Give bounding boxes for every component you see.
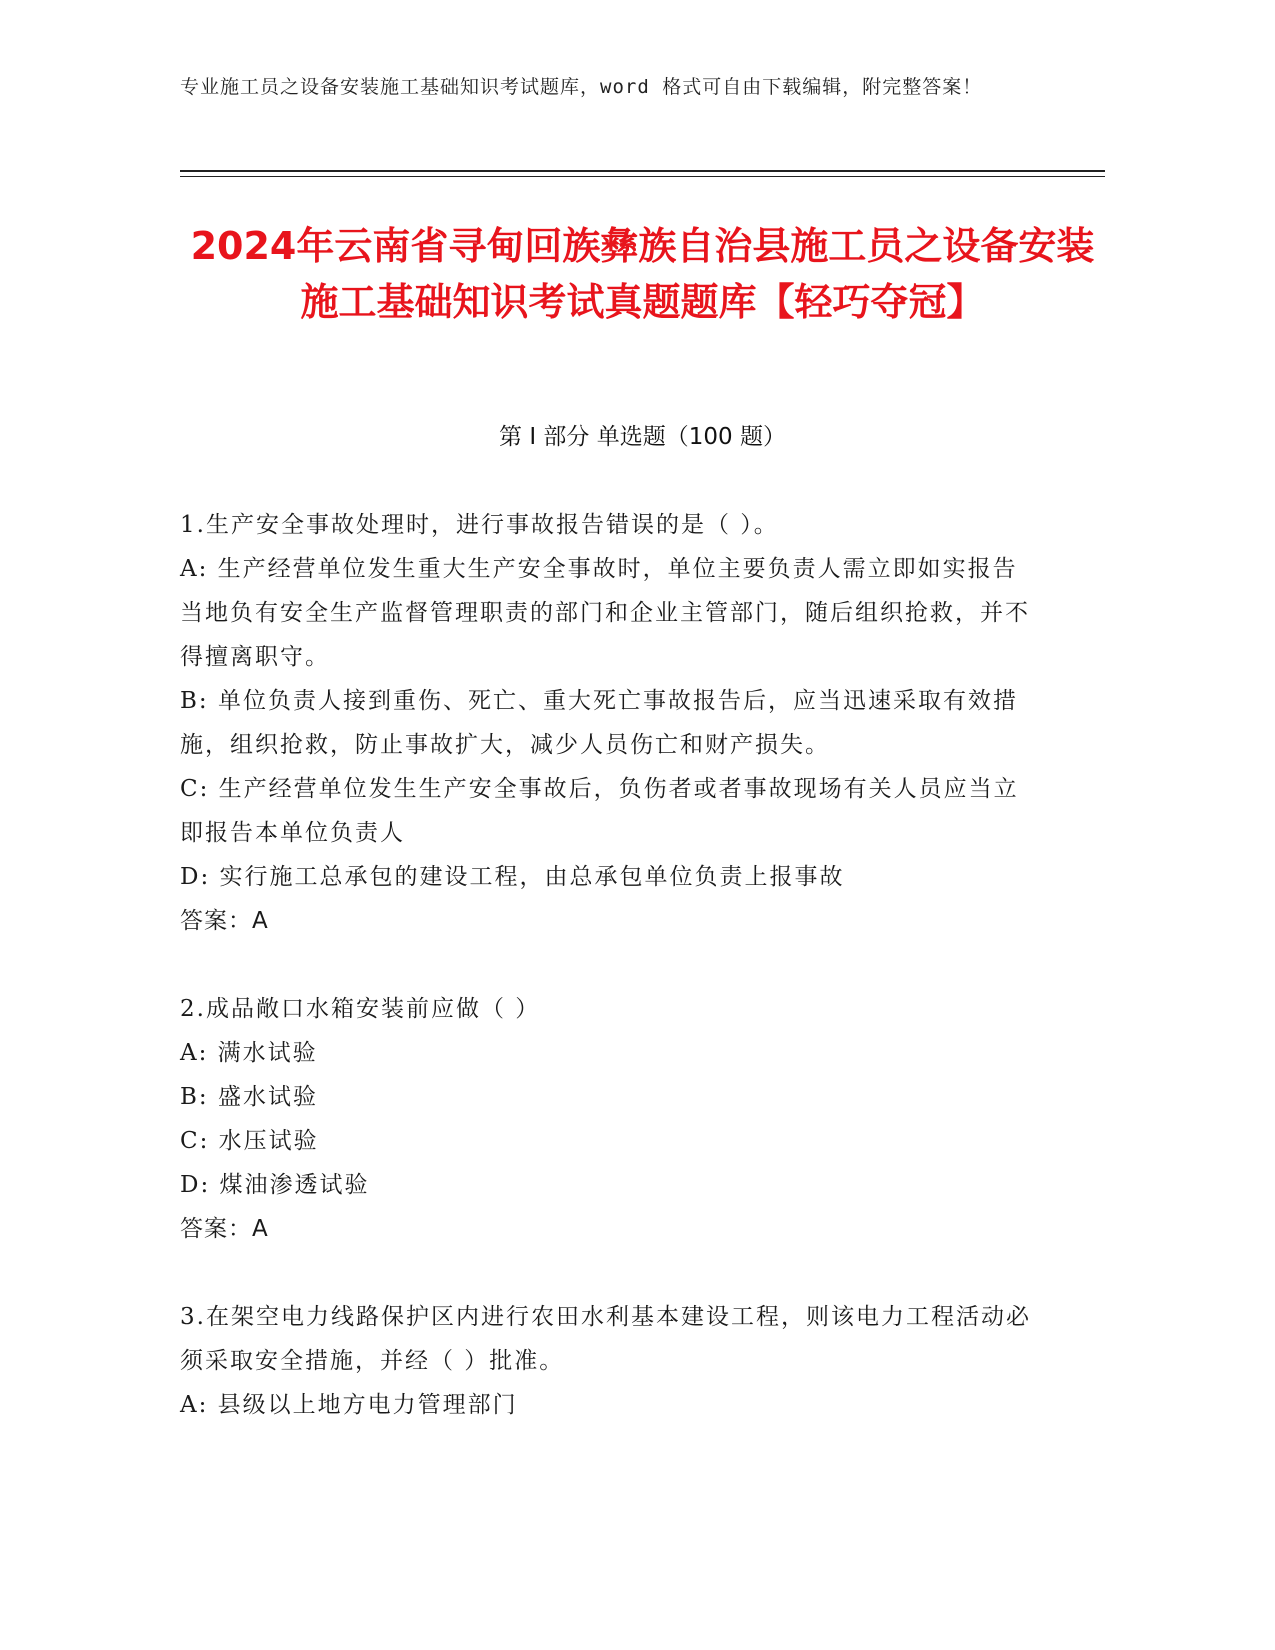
- question-stem: 2.成品敞口水箱安装前应做（ ）: [180, 996, 541, 1022]
- header-rule-thick: [180, 170, 1105, 172]
- option-b: B: 单位负责人接到重伤、死亡、重大死亡事故报告后，应当迅速采取有效措施，组织抢救，防止事故扩大，减少人员伤亡和财产损失。: [180, 688, 1018, 758]
- section-title: 第 I 部分 单选题（100 题）: [499, 424, 786, 450]
- option-c: C: 生产经营单位发生生产安全事故后，负伤者或者事故现场有关人员应当立即报告本单位负责人: [180, 776, 1019, 846]
- option-c: C: 水压试验: [180, 1128, 319, 1154]
- header-rule-thin: [180, 176, 1105, 177]
- question-1: [180, 503, 1040, 943]
- option-a: A: 满水试验: [180, 1040, 318, 1066]
- option-d: D: 实行施工总承包的建设工程，由总承包单位负责上报事故: [180, 864, 845, 890]
- question-2: [180, 987, 1040, 1251]
- answer: 答案：A: [180, 908, 269, 934]
- question-stem: 1.生产安全事故处理时，进行事故报告错误的是（ ）。: [180, 512, 779, 538]
- option-b: B: 盛水试验: [180, 1084, 318, 1110]
- header-note: 专业施工员之设备安装施工基础知识考试题库，word 格式可自由下载编辑，附完整答案！: [180, 76, 983, 98]
- option-d: D: 煤油渗透试验: [180, 1172, 370, 1198]
- answer: 答案：A: [180, 1216, 269, 1242]
- option-a: A: 生产经营单位发生重大生产安全事故时，单位主要负责人需立即如实报告当地负有安全生产监督管理职责的部门和企业主管部门，随后组织抢救，并不得擅离职守。: [180, 556, 1030, 670]
- question-3: [180, 1295, 1040, 1427]
- question-list: [180, 503, 1040, 1471]
- document-title: 2024年云南省寻甸回族彝族自治县施工员之设备安装施工基础知识考试真题题库【轻巧夺冠】: [190, 224, 1095, 324]
- option-a: A: 县级以上地方电力管理部门: [180, 1392, 518, 1418]
- question-stem: 3.在架空电力线路保护区内进行农田水利基本建设工程，则该电力工程活动必须采取安全措施，并经（ ）批准。: [180, 1304, 1031, 1374]
